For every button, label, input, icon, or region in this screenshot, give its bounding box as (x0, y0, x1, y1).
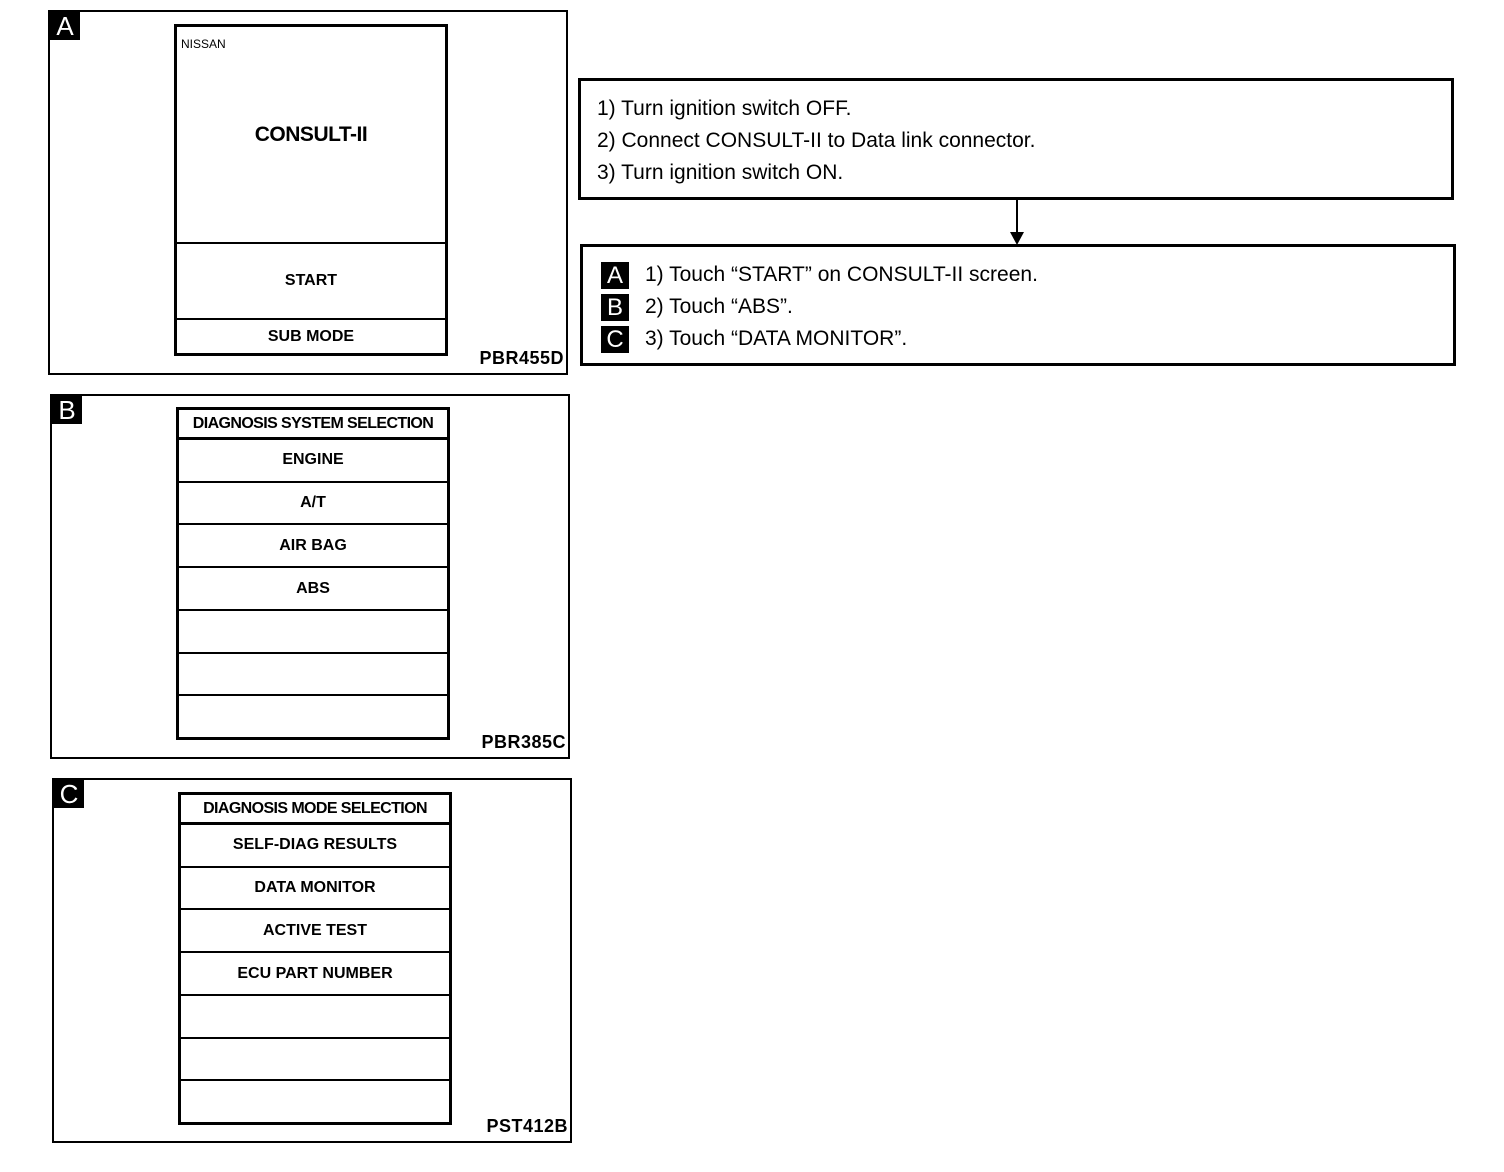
step-b (601, 291, 1453, 323)
system-item-abs[interactable]: ABS (179, 568, 447, 611)
step-c-badge: C (601, 326, 629, 353)
mode-item-self-diag[interactable]: SELF-DIAG RESULTS (181, 825, 449, 868)
system-selection-header: DIAGNOSIS SYSTEM SELECTION (179, 410, 447, 440)
mode-item-empty[interactable] (181, 996, 449, 1039)
system-item-air-bag[interactable]: AIR BAG (179, 525, 447, 568)
step-a-text: 1) Touch “START” on CONSULT-II screen. (645, 263, 1038, 286)
figure-code-a: PBR455D (479, 348, 564, 368)
sub-mode-button[interactable]: SUB MODE (177, 318, 445, 353)
mode-item-empty[interactable] (181, 1081, 449, 1122)
system-selection-screen (176, 407, 450, 740)
brand-label: NISSAN (181, 37, 226, 51)
panel-c-badge: C (54, 780, 84, 808)
panel-c (52, 778, 572, 1143)
system-item-at[interactable]: A/T (179, 483, 447, 526)
step-c-text: 3) Touch “DATA MONITOR”. (645, 327, 908, 350)
panel-b-badge: B (52, 396, 82, 424)
step-b-badge: B (601, 294, 629, 321)
product-title: CONSULT-II (254, 123, 368, 146)
system-item-empty[interactable] (179, 611, 447, 654)
flow-arrow-line (1016, 200, 1018, 234)
mode-item-ecu-part[interactable]: ECU PART NUMBER (181, 953, 449, 996)
step-c (601, 323, 1453, 355)
procedure-box (578, 78, 1454, 200)
step-b-text: 2) Touch “ABS”. (645, 295, 793, 318)
system-item-empty[interactable] (179, 696, 447, 737)
panel-b (50, 394, 570, 759)
consult-start-screen (174, 24, 448, 356)
procedure-line: 1) Turn ignition switch OFF. (597, 97, 852, 120)
figure-code-b: PBR385C (481, 732, 566, 752)
mode-item-empty[interactable] (181, 1039, 449, 1082)
panel-a (48, 10, 568, 375)
system-item-engine[interactable]: ENGINE (179, 440, 447, 483)
panel-a-badge: A (50, 12, 80, 40)
mode-selection-screen (178, 792, 452, 1125)
step-a-badge: A (601, 262, 629, 289)
mode-selection-header: DIAGNOSIS MODE SELECTION (181, 795, 449, 825)
mode-item-active-test[interactable]: ACTIVE TEST (181, 910, 449, 953)
procedure-line: 3) Turn ignition switch ON. (597, 161, 844, 184)
mode-item-data-monitor[interactable]: DATA MONITOR (181, 868, 449, 911)
system-item-empty[interactable] (179, 654, 447, 697)
start-button[interactable]: START (177, 242, 445, 318)
figure-code-c: PST412B (486, 1116, 568, 1136)
procedure-line: 2) Connect CONSULT-II to Data link connector. (597, 129, 1036, 152)
steps-box (580, 244, 1456, 366)
step-a (601, 259, 1453, 291)
